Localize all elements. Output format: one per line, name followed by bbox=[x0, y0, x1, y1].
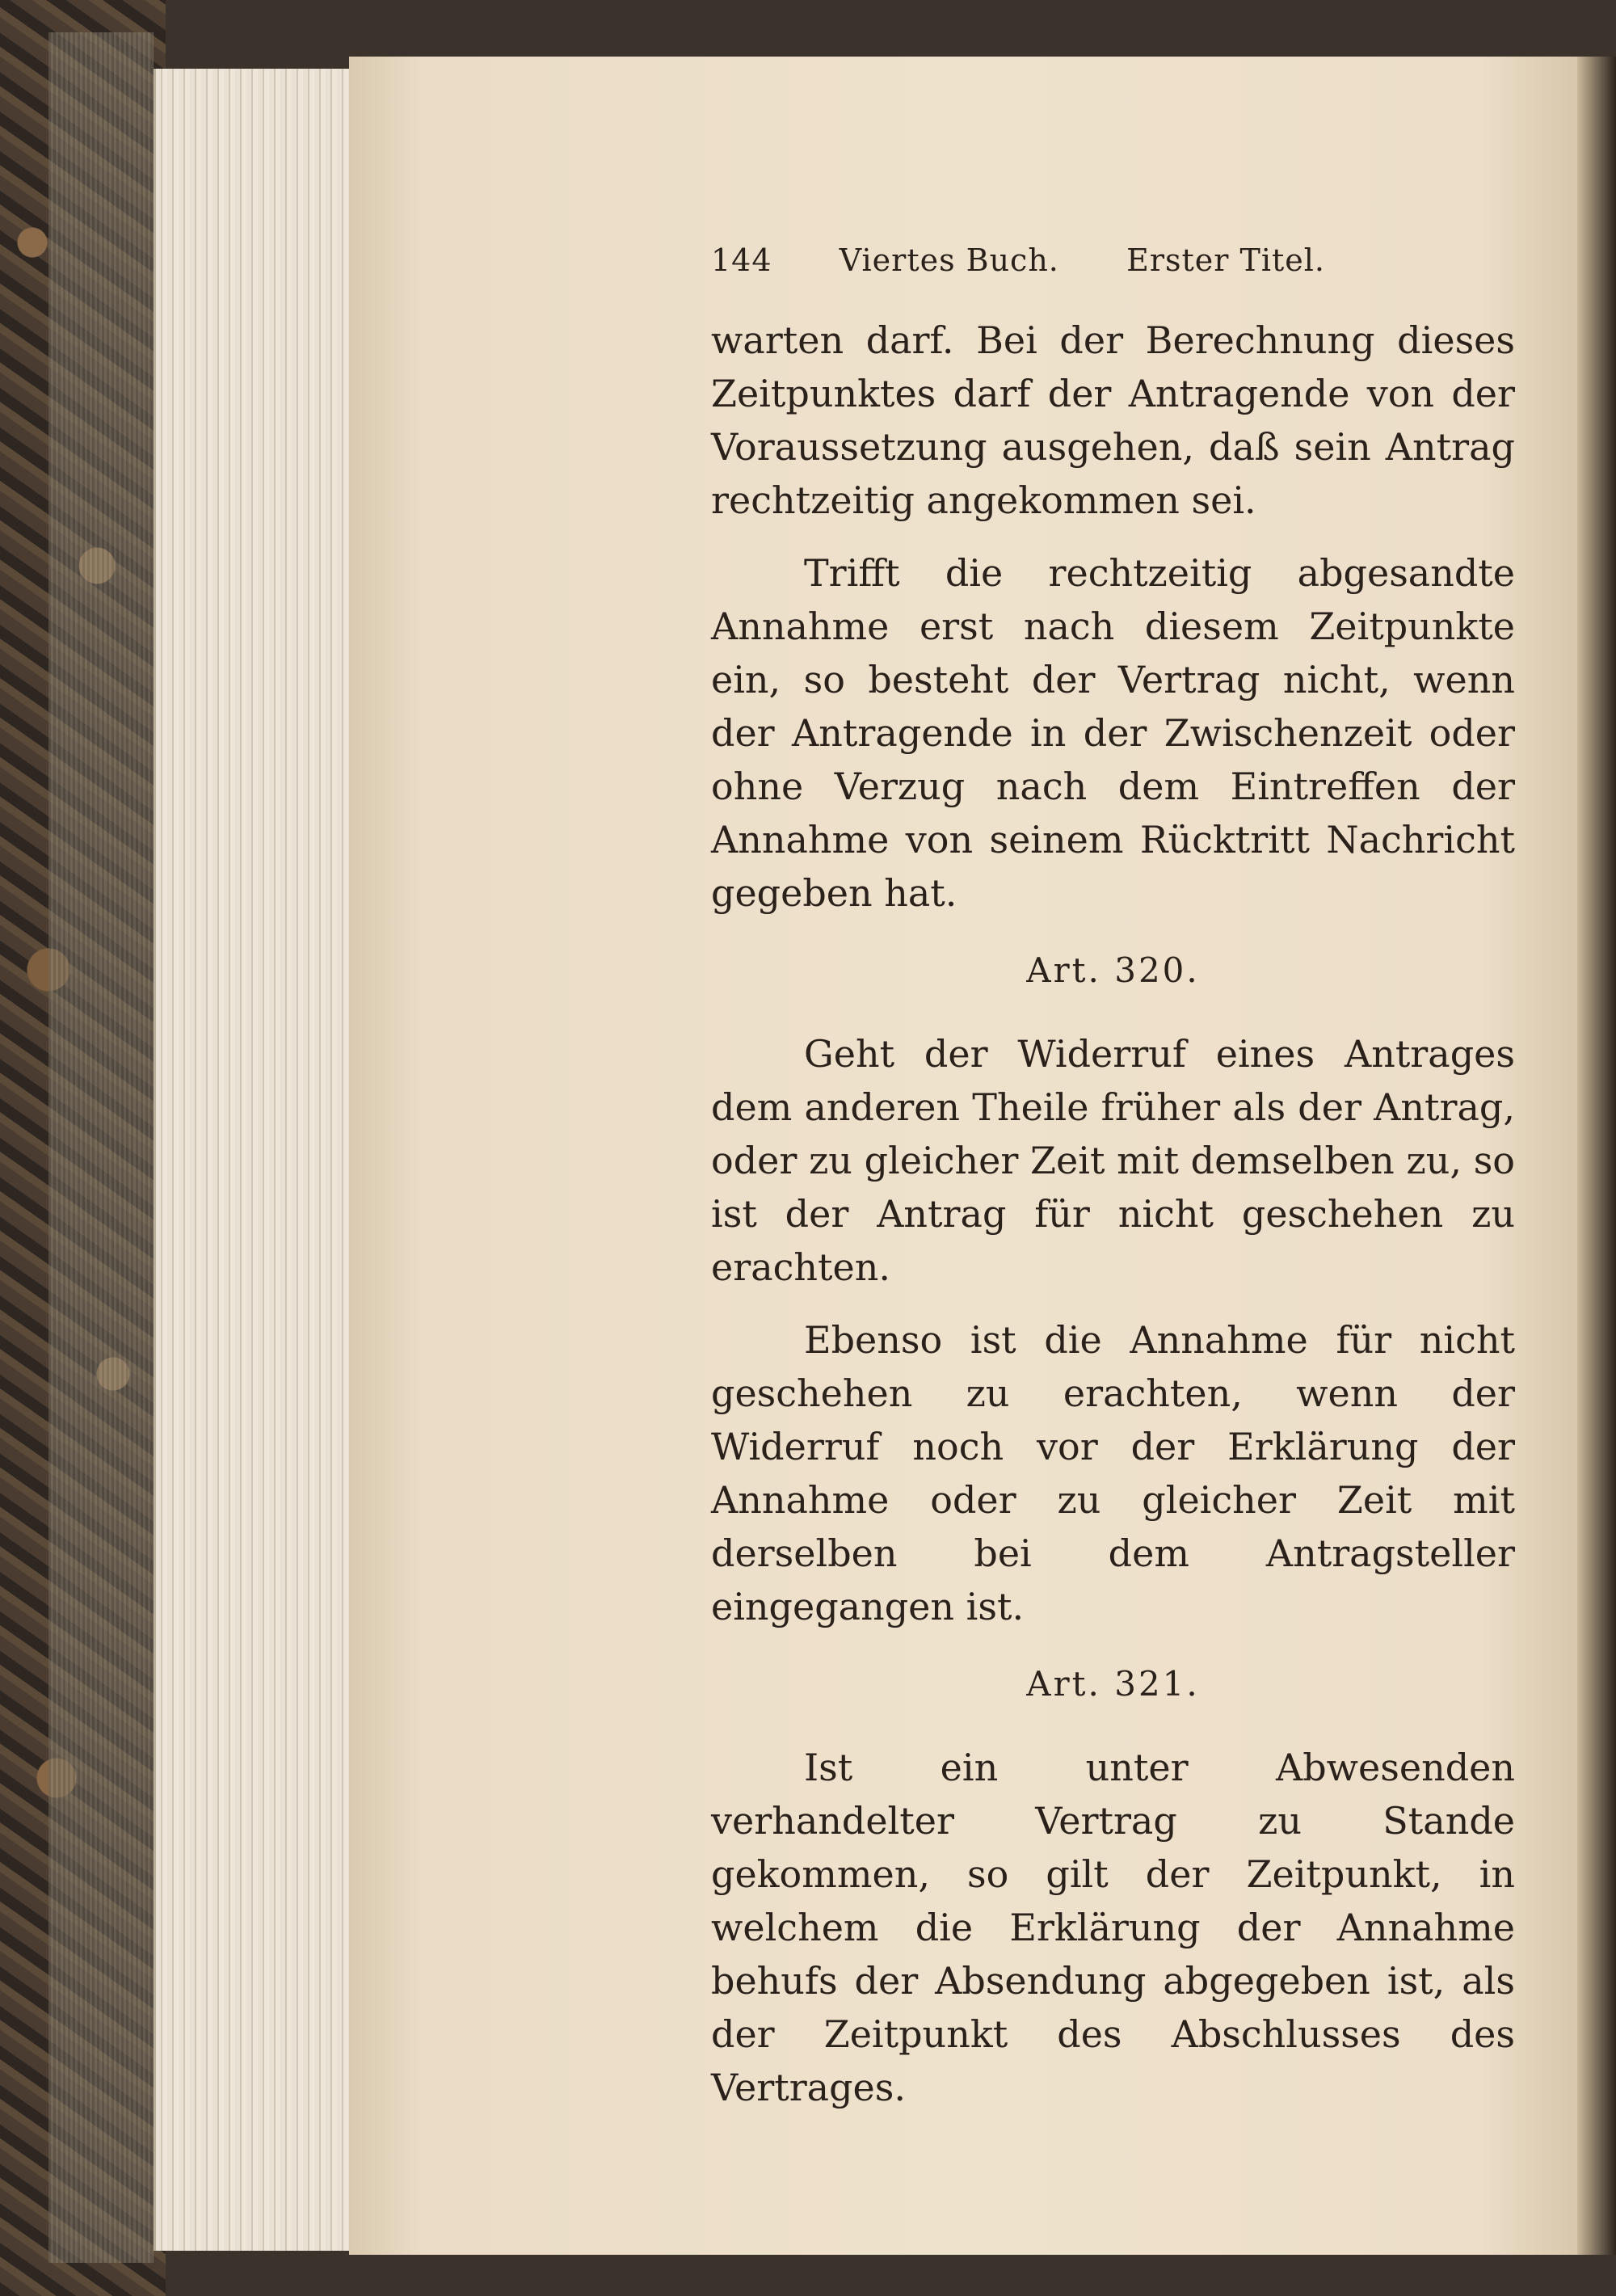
running-header bbox=[711, 242, 1325, 278]
paragraph: Ebenso ist die Annahme für nicht geschehen zu erachten, wenn der Widerruf noch vor der Erklärung der Annahme oder zu gleicher Zeit mit derselben bei dem Antragsteller eingegangen ist. bbox=[711, 1318, 1515, 1628]
cover-binding bbox=[48, 32, 154, 2263]
paragraph: Trifft die rechtzeitig abgesandte Annahme erst nach diesem Zeitpunkte ein, so besteht der Vertrag nicht, wenn der Antragende in der Zwischenzeit oder ohne Verzug nach dem Eintreffen der Annahme von seinem Rücktritt Nachricht gegeben hat. bbox=[711, 551, 1515, 915]
paragraph: warten darf. Bei der Berechnung dieses Zeitpunktes darf der Antragende von der Voraussetzung ausgehen, daß sein Antrag rechtzeitig angekommen sei. bbox=[711, 318, 1515, 522]
paragraph: Geht der Widerruf eines Antrages dem anderen Theile früher als der Antrag, oder zu gleicher Zeit mit demselben zu, so ist der Antrag für nicht geschehen zu erachten. bbox=[711, 1032, 1515, 1289]
page-number: 144 bbox=[711, 242, 772, 278]
page-edges bbox=[154, 69, 354, 2251]
running-title: Viertes Buch. bbox=[839, 242, 1059, 278]
paragraph: Ist ein unter Abwesenden verhandelter Vertrag zu Stande gekommen, so gilt der Zeitpunkt, in welchem die Erklärung der Annahme behufs der Absendung abgegeben ist, als der Zeitpunkt des Abschlusses des Vertrages. bbox=[711, 1746, 1515, 2109]
article-heading: Art. 321. bbox=[1026, 1664, 1200, 1704]
page-gutter-shadow bbox=[1577, 57, 1616, 2255]
article-heading: Art. 320. bbox=[1026, 950, 1200, 990]
section-title: Erster Titel. bbox=[1126, 242, 1325, 278]
page-text bbox=[711, 242, 1515, 2134]
